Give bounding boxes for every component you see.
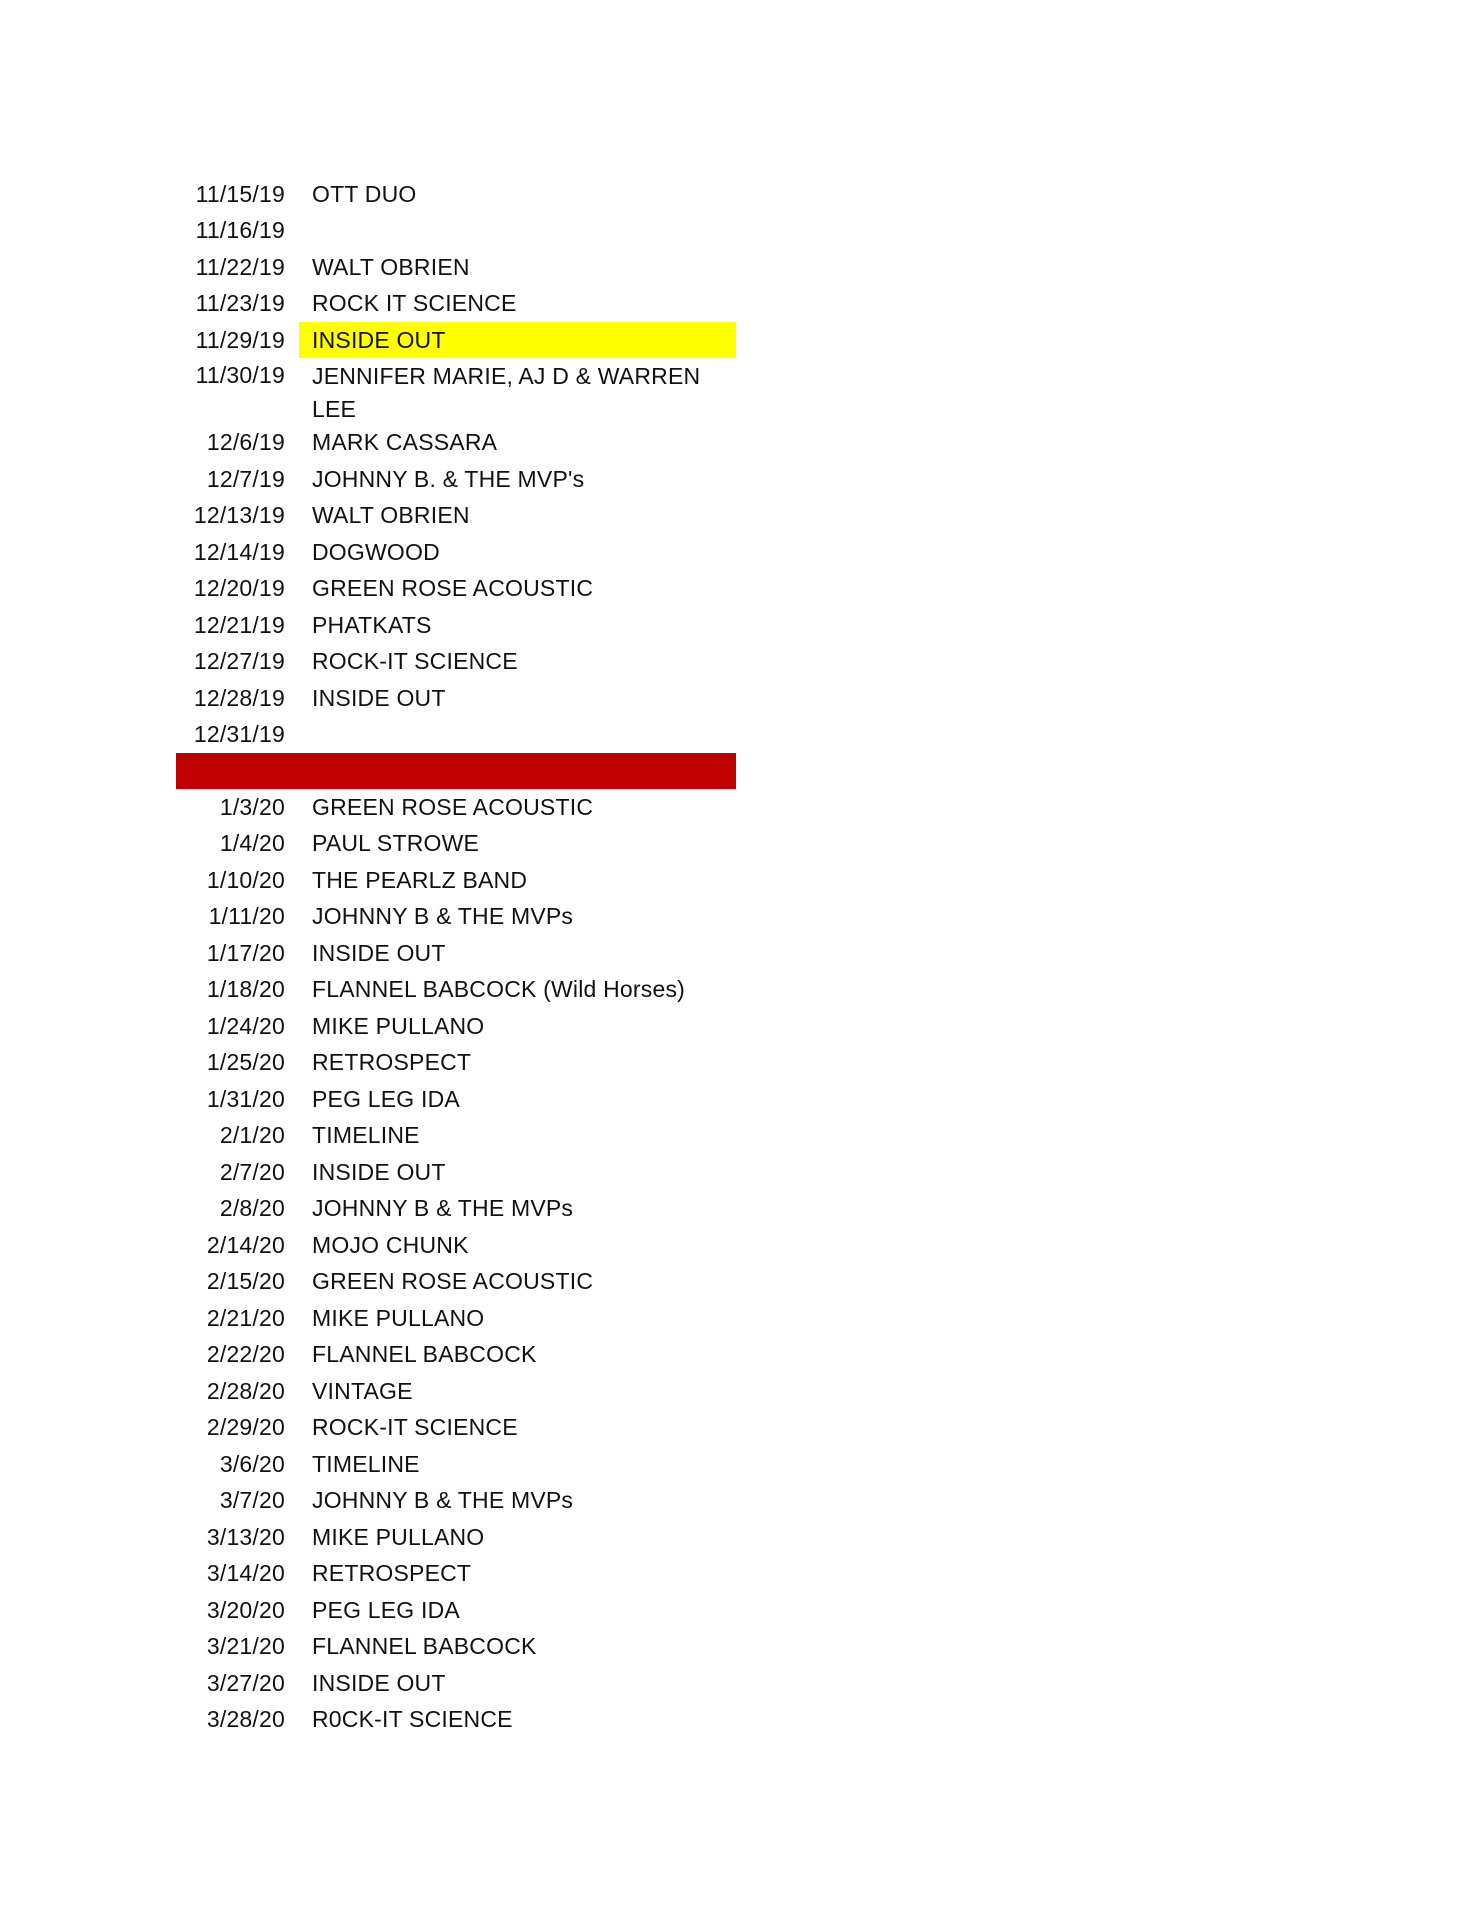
row-date: 2/14/20 [206, 1231, 285, 1258]
row-act: RETROSPECT [312, 1560, 472, 1587]
row-act: INSIDE OUT [312, 1158, 446, 1185]
schedule-row [176, 1665, 736, 1702]
row-act: R0CK-IT SCIENCE [312, 1706, 513, 1733]
schedule-row [176, 1081, 736, 1118]
schedule-row [176, 607, 736, 644]
row-date: 12/14/19 [193, 538, 285, 565]
row-date: 1/4/20 [219, 830, 285, 857]
row-date: 12/20/19 [193, 575, 285, 602]
schedule-row [176, 1592, 736, 1629]
row-date: 12/28/19 [193, 684, 285, 711]
row-date: 3/27/20 [206, 1669, 285, 1696]
schedule-row [176, 789, 736, 826]
schedule-row [176, 717, 736, 754]
row-date: 3/21/20 [206, 1633, 285, 1660]
schedule-row [176, 1118, 736, 1155]
row-date: 3/28/20 [206, 1706, 285, 1733]
row-date: 3/14/20 [206, 1560, 285, 1587]
row-act: OTT DUO [312, 180, 417, 207]
row-date: 12/21/19 [193, 611, 285, 638]
row-act: INSIDE OUT [299, 322, 736, 358]
row-act: MIKE PULLANO [312, 1523, 485, 1550]
schedule-row [176, 213, 736, 250]
row-act: GREEN ROSE ACOUSTIC [312, 575, 594, 602]
schedule-row [176, 176, 736, 213]
row-date: 1/11/20 [208, 903, 285, 930]
row-act: JOHNNY B & THE MVPs [312, 903, 574, 930]
row-act: THE PEARLZ BAND [312, 866, 528, 893]
row-date: 3/13/20 [206, 1523, 285, 1550]
row-date: 12/31/19 [193, 721, 285, 748]
schedule-row [176, 1300, 736, 1337]
schedule-row [176, 461, 736, 498]
row-date: 1/17/20 [206, 939, 285, 966]
schedule-row [176, 249, 736, 286]
schedule-row [176, 534, 736, 571]
row-act: MOJO CHUNK [312, 1231, 469, 1258]
row-date: 1/31/20 [206, 1085, 285, 1112]
schedule-row [176, 1702, 736, 1739]
row-act: FLANNEL BABCOCK (Wild Horses) [312, 976, 686, 1003]
schedule-row [176, 1008, 736, 1045]
row-date: 2/29/20 [206, 1414, 285, 1441]
row-date: 2/7/20 [219, 1158, 285, 1185]
row-act: INSIDE OUT [312, 684, 446, 711]
schedule-block-2019 [176, 176, 736, 753]
row-date: 2/8/20 [219, 1195, 285, 1222]
row-date: 1/3/20 [219, 793, 285, 820]
row-date: 2/28/20 [206, 1377, 285, 1404]
row-act: RETROSPECT [312, 1049, 472, 1076]
row-act: ROCK-IT SCIENCE [312, 1414, 518, 1441]
row-date: 11/30/19 [195, 361, 285, 388]
row-date: 1/10/20 [206, 866, 285, 893]
schedule-row [176, 935, 736, 972]
schedule-row [176, 644, 736, 681]
schedule-row [176, 1045, 736, 1082]
schedule-row [176, 425, 736, 462]
row-act: DOGWOOD [312, 538, 440, 565]
row-act [299, 717, 736, 754]
schedule-row [176, 1373, 736, 1410]
row-act: PEG LEG IDA [312, 1085, 460, 1112]
row-date: 11/23/19 [195, 290, 285, 317]
row-date: 2/1/20 [219, 1122, 285, 1149]
row-date: 2/15/20 [206, 1268, 285, 1295]
row-act: TIMELINE [312, 1122, 420, 1149]
schedule-row [176, 862, 736, 899]
row-date: 2/21/20 [206, 1304, 285, 1331]
row-act: FLANNEL BABCOCK [312, 1633, 537, 1660]
row-date: 11/15/19 [195, 180, 285, 207]
schedule-row [176, 1556, 736, 1593]
row-act: JOHNNY B & THE MVPs [312, 1195, 574, 1222]
schedule-table [176, 176, 736, 1738]
row-act: ROCK IT SCIENCE [312, 290, 517, 317]
row-date: 1/25/20 [206, 1049, 285, 1076]
row-act: PEG LEG IDA [312, 1596, 460, 1623]
row-act: FLANNEL BABCOCK [312, 1341, 537, 1368]
row-act: VINTAGE [312, 1377, 413, 1404]
row-date: 1/24/20 [206, 1012, 285, 1039]
row-date: 12/27/19 [193, 648, 285, 675]
schedule-row [176, 1519, 736, 1556]
row-date: 3/6/20 [219, 1450, 285, 1477]
row-act: WALT OBRIEN [312, 502, 470, 529]
schedule-row [176, 322, 736, 359]
schedule-row [176, 899, 736, 936]
row-date: 12/7/19 [206, 465, 285, 492]
row-act: JENNIFER MARIE, AJ D & WARREN LEE [312, 362, 701, 422]
schedule-row [176, 571, 736, 608]
row-act: MARK CASSARA [312, 429, 498, 456]
row-act: PAUL STROWE [312, 830, 480, 857]
schedule-row [176, 1191, 736, 1228]
schedule-row [176, 286, 736, 323]
year-divider-bar [176, 753, 736, 789]
schedule-row [176, 1410, 736, 1447]
schedule-row [176, 1264, 736, 1301]
row-act: PHATKATS [312, 611, 432, 638]
row-date: 12/6/19 [206, 429, 285, 456]
row-act: GREEN ROSE ACOUSTIC [312, 1268, 594, 1295]
row-date: 3/20/20 [206, 1596, 285, 1623]
schedule-row [176, 826, 736, 863]
row-act: MIKE PULLANO [312, 1012, 485, 1039]
schedule-row [176, 498, 736, 535]
row-date: 1/18/20 [206, 976, 285, 1003]
schedule-row [176, 1154, 736, 1191]
schedule-row [176, 359, 736, 425]
row-date: 3/7/20 [219, 1487, 285, 1514]
row-date: 12/13/19 [193, 502, 285, 529]
row-date: 11/29/19 [195, 326, 285, 353]
schedule-row [176, 1629, 736, 1666]
row-act: GREEN ROSE ACOUSTIC [312, 793, 594, 820]
row-act: INSIDE OUT [312, 1669, 446, 1696]
schedule-block-2020 [176, 789, 736, 1738]
schedule-row [176, 1483, 736, 1520]
row-date: 11/22/19 [195, 253, 285, 280]
row-act: JOHNNY B. & THE MVP's [312, 465, 585, 492]
row-act: MIKE PULLANO [312, 1304, 485, 1331]
schedule-row [176, 1227, 736, 1264]
row-date: 2/22/20 [206, 1341, 285, 1368]
row-act: TIMELINE [312, 1450, 420, 1477]
row-date: 11/16/19 [195, 217, 285, 244]
row-act: WALT OBRIEN [312, 253, 470, 280]
schedule-row [176, 1446, 736, 1483]
row-act: ROCK-IT SCIENCE [312, 648, 518, 675]
row-act: JOHNNY B & THE MVPs [312, 1487, 574, 1514]
row-act: INSIDE OUT [312, 939, 446, 966]
row-act [299, 213, 736, 250]
schedule-row [176, 972, 736, 1009]
schedule-row [176, 680, 736, 717]
schedule-row [176, 1337, 736, 1374]
